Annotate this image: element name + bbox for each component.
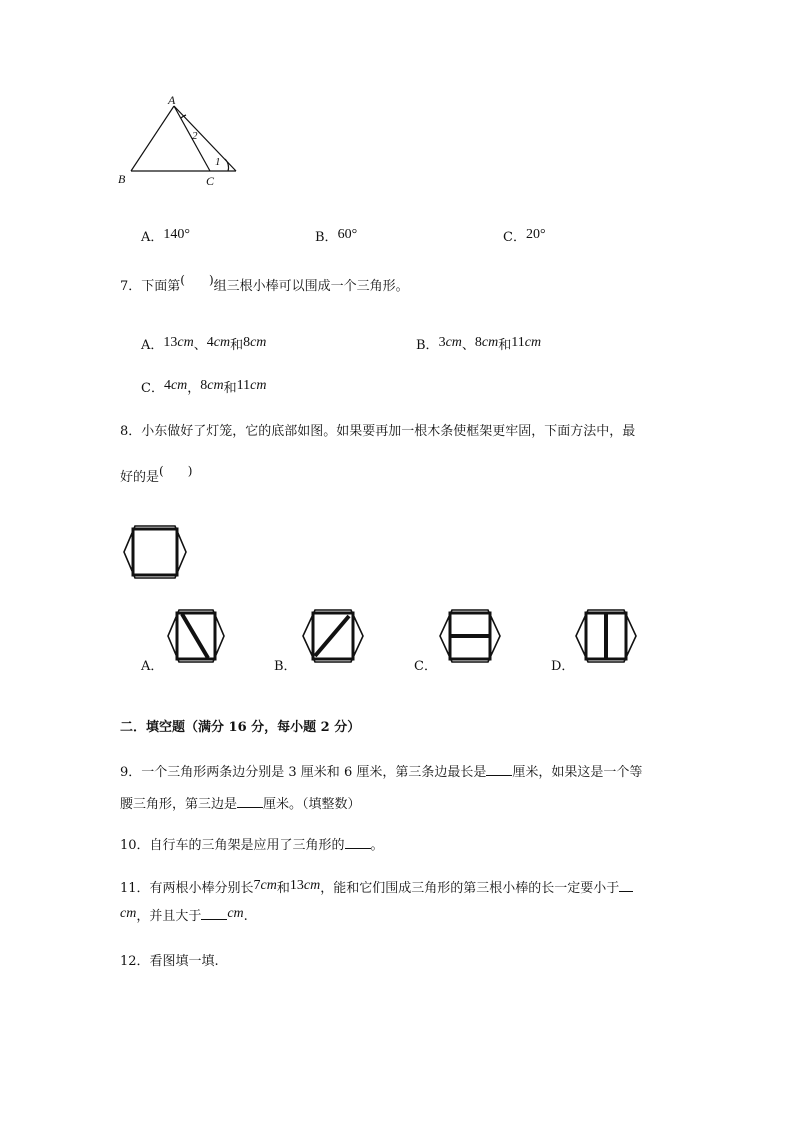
option-letter: B．	[315, 230, 338, 245]
q8-option-a-label[interactable]: A．	[141, 659, 164, 674]
length-number: 11	[236, 378, 251, 393]
q8-stem-line2	[120, 466, 192, 485]
q7-answer-paren: ( )	[180, 273, 214, 287]
option-a-figure	[166, 606, 226, 666]
q11-text: ，并且大于	[136, 909, 202, 924]
length-unit: cm	[170, 378, 188, 393]
separator: 、	[461, 338, 475, 353]
q11-line1	[120, 877, 633, 897]
q7-option-a[interactable]	[141, 334, 266, 354]
length-number: 13	[163, 335, 178, 350]
length-unit: cm	[213, 335, 231, 350]
separator: ，	[187, 381, 201, 396]
length-number: 13	[289, 878, 304, 893]
length-unit: cm	[445, 335, 462, 350]
q11-blank-1[interactable]	[619, 879, 633, 892]
option-b-figure	[301, 606, 365, 666]
angle-2-label: 2	[192, 130, 198, 142]
q11-line2	[120, 905, 248, 925]
separator: 、	[193, 338, 207, 353]
q8-stem-line1: 8．小东做好了灯笼，它的底部如图。如果要再加一根木条使框架更牢固，下面方法中，最	[120, 424, 636, 439]
option-d-figure	[574, 606, 638, 666]
conjunction: 和	[276, 881, 290, 896]
q8-option-b-label[interactable]: B．	[274, 659, 297, 674]
q6-option-b[interactable]	[315, 226, 357, 246]
q6-option-a[interactable]	[141, 226, 190, 246]
option-letter: B．	[416, 338, 439, 353]
length-number: 3	[438, 335, 446, 350]
angle-1-label: 1	[215, 156, 221, 168]
length-unit: cm	[250, 378, 267, 393]
option-letter: C．	[503, 230, 526, 245]
conjunction: 和	[223, 381, 237, 396]
lantern-base-figure	[120, 522, 190, 582]
q7-stem	[120, 275, 409, 294]
option-c-figure	[438, 606, 502, 666]
q12: 12．看图填一填.	[120, 954, 219, 969]
length-number: 11	[511, 335, 525, 350]
length-unit: cm	[207, 378, 224, 393]
q9-line2	[120, 793, 361, 812]
length-unit: cm	[177, 335, 194, 350]
q9-text: 9．一个三角形两条边分别是 3 厘米和 6 厘米，第三条边最长是	[120, 765, 487, 780]
q8-answer-paren: ( )	[159, 464, 193, 478]
q7-stem-after: 组三根小棒可以围成一个三角形。	[213, 279, 409, 294]
q11-text: 11．有两根小棒分别长	[120, 881, 254, 896]
conjunction: 和	[230, 338, 244, 353]
length-number: 8	[200, 378, 208, 393]
triangle-figure	[0, 0, 800, 200]
length-unit: cm	[524, 335, 542, 350]
q7-stem-before: 7．下面第	[120, 279, 181, 294]
vertex-b-label: B	[118, 172, 126, 186]
q10-text: 。	[370, 838, 384, 853]
length-unit: cm	[260, 878, 277, 893]
q11-blank-2[interactable]	[201, 907, 227, 920]
length-unit: cm	[227, 906, 244, 921]
q6-option-c[interactable]	[503, 226, 546, 246]
vertex-a-label: A	[168, 93, 176, 107]
vertex-c-label: C	[206, 174, 215, 188]
q11-text: ，能和它们围成三角形的第三根小棒的长一定要小于	[320, 881, 620, 896]
q10-text: 10．自行车的三角架是应用了三角形的	[120, 838, 345, 853]
q8-stem-text: 好的是	[120, 470, 160, 485]
length-unit: cm	[481, 335, 499, 350]
q8-option-d-label[interactable]: D．	[551, 659, 575, 674]
q9-line1	[120, 761, 642, 780]
length-number: 7	[253, 878, 261, 893]
conjunction: 和	[498, 338, 512, 353]
option-value: 20°	[525, 227, 546, 242]
q9-blank-1[interactable]	[486, 763, 512, 776]
section-2-title: 二．填空题（满分 16 分，每小题 2 分）	[120, 720, 361, 735]
q9-text: 腰三角形，第三边是	[120, 797, 238, 812]
q7-option-b[interactable]	[416, 334, 541, 354]
q7-option-c[interactable]	[141, 377, 266, 397]
length-number: 8	[474, 335, 482, 350]
q10	[120, 834, 384, 853]
q9-text: 厘米，如果这是一个等	[512, 765, 643, 780]
length-unit: cm	[120, 906, 137, 921]
option-value: 140°	[163, 227, 190, 242]
length-number: 4	[163, 378, 171, 393]
q8-option-c-label[interactable]: C．	[414, 659, 437, 674]
q11-text: .	[243, 909, 248, 924]
q9-text: 厘米。（填整数）	[263, 797, 361, 812]
length-unit: cm	[303, 878, 321, 893]
length-number: 8	[243, 335, 251, 350]
option-letter: C．	[141, 381, 164, 396]
option-letter: A．	[141, 338, 164, 353]
length-unit: cm	[250, 335, 267, 350]
option-letter: A．	[141, 230, 164, 245]
option-value: 60°	[337, 227, 358, 242]
length-number: 4	[206, 335, 214, 350]
q10-blank[interactable]	[345, 836, 371, 849]
q9-blank-2[interactable]	[237, 795, 263, 808]
